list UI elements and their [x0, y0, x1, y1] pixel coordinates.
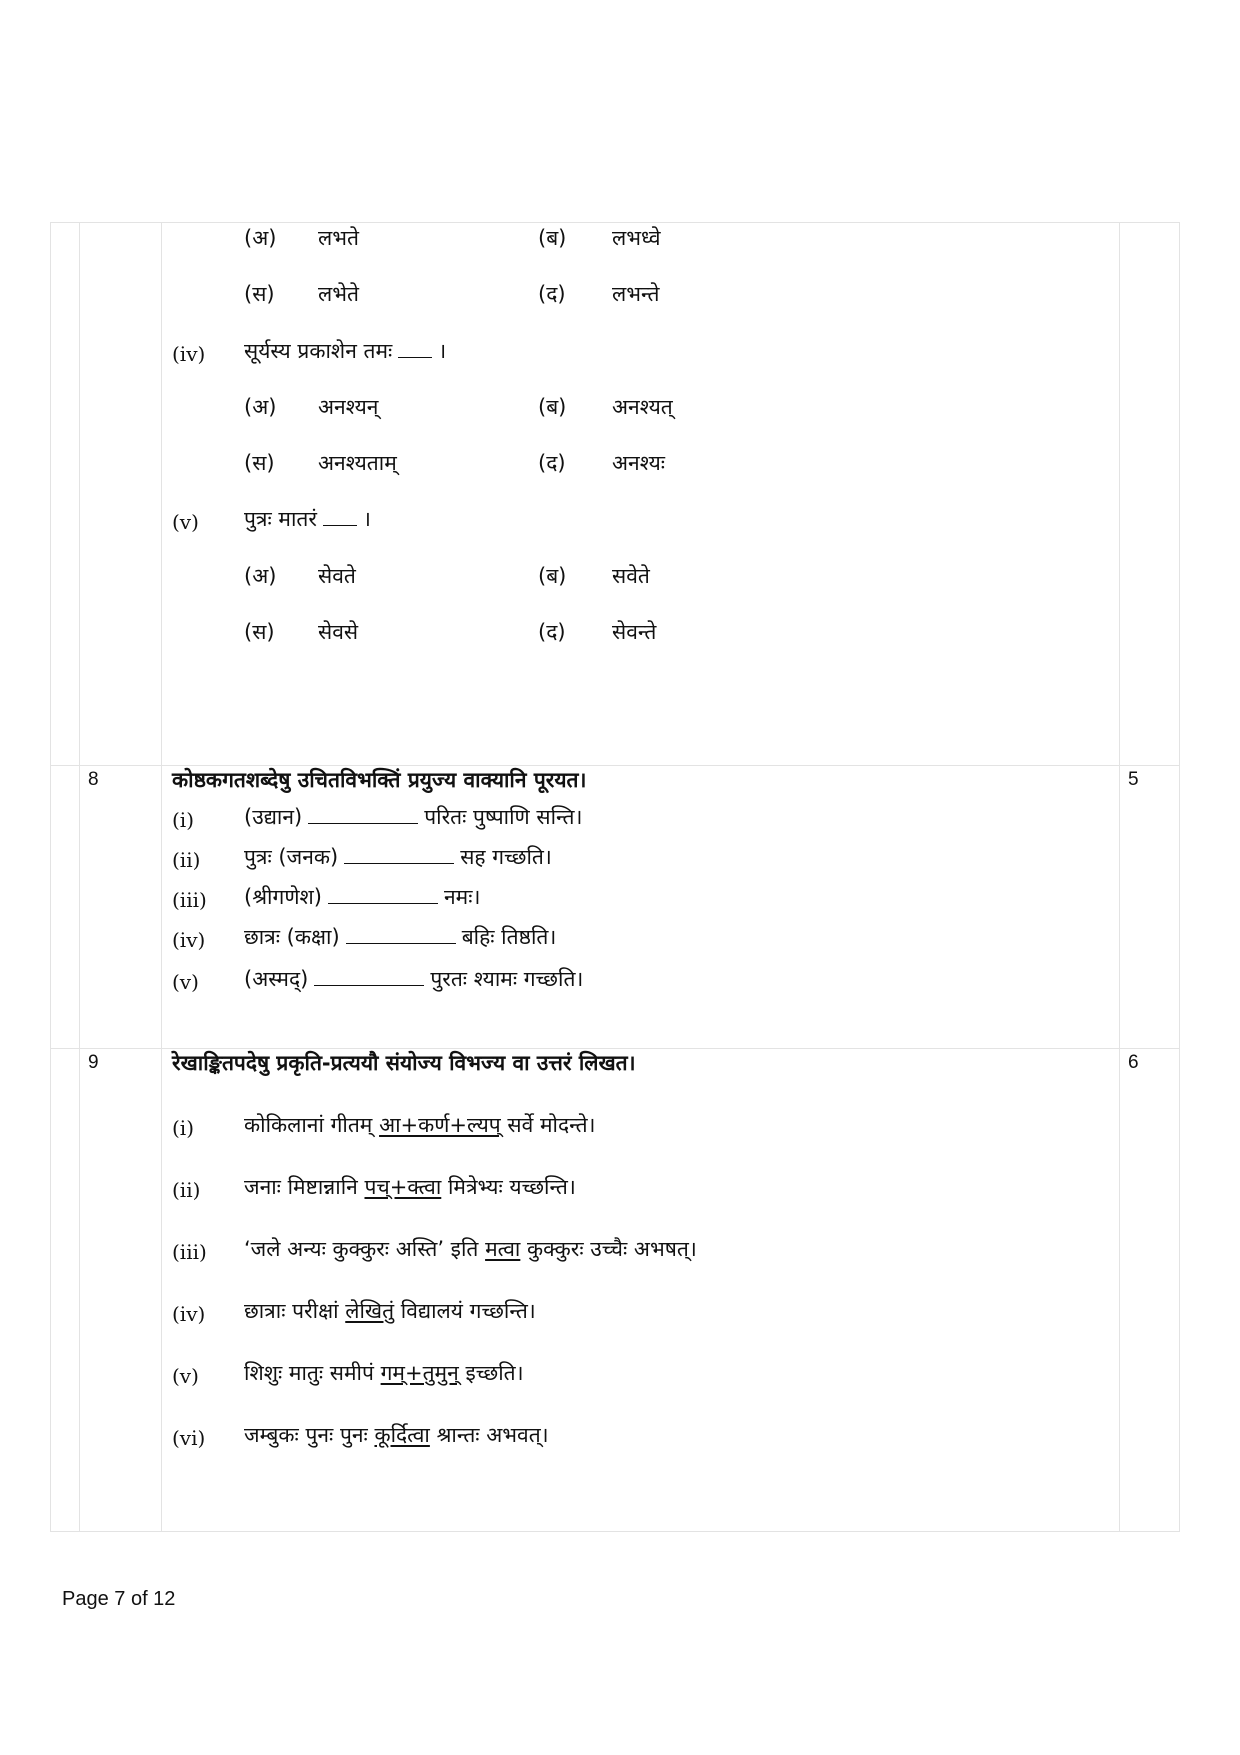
- underlined-word: कूर्दित्वा: [374, 1423, 430, 1447]
- option-a-text: लभते: [318, 226, 359, 250]
- item-label: (ii): [172, 848, 201, 872]
- item-label: (iii): [172, 888, 207, 912]
- option-d-label: (द): [538, 451, 566, 475]
- option-d-text: सेवन्ते: [612, 620, 657, 644]
- question-number: 9: [88, 1052, 99, 1073]
- column-divider: [1119, 223, 1120, 1531]
- option-a-label: (अ): [244, 395, 277, 419]
- item-sentence: छात्राः परीक्षां लेखितुं विद्यालयं गच्छन्ति।: [244, 1299, 536, 1323]
- option-d-label: (द): [538, 620, 566, 644]
- underlined-word: मत्वा: [485, 1237, 521, 1261]
- column-divider: [79, 223, 80, 1531]
- option-c-text: लभेते: [318, 282, 359, 306]
- item-label: (iv): [172, 342, 206, 366]
- option-c-label: (स): [244, 282, 275, 306]
- answer-blank: [314, 967, 424, 986]
- item-label: (iv): [172, 928, 206, 952]
- option-a-text: अनश्यन्: [318, 395, 379, 419]
- option-b-text: सवेते: [612, 564, 650, 588]
- item-sentence: (अस्मद्) पुरतः श्यामः गच्छति।: [244, 967, 584, 991]
- option-c-label: (स): [244, 620, 275, 644]
- option-b-text: अनश्यत्: [612, 395, 673, 419]
- underlined-word: आ+कर्ण+ल्यप्: [379, 1113, 501, 1137]
- question-instruction: रेखाङ्कितपदेषु प्रकृति-प्रत्ययौ संयोज्य विभज्य वा उत्तरं लिखत।: [172, 1051, 636, 1075]
- item-sentence: शिशुः मातुः समीपं गम्+तुमुन् इच्छति।: [244, 1361, 524, 1385]
- underlined-word: पच्+क्त्वा: [364, 1175, 442, 1199]
- answer-blank: [323, 507, 357, 526]
- item-label: (i): [172, 808, 195, 832]
- option-d-text: अनश्यः: [612, 451, 666, 475]
- item-label: (ii): [172, 1178, 201, 1202]
- option-b-label: (ब): [538, 395, 567, 419]
- option-a-text: सेवते: [318, 564, 356, 588]
- option-d-text: लभन्ते: [612, 282, 660, 306]
- item-sentence: जम्बुकः पुनः पुनः कूर्दित्वा श्रान्तः अभवत्।: [244, 1423, 549, 1447]
- item-label: (v): [172, 1364, 199, 1388]
- item-sentence: (उद्यान) परितः पुष्पाणि सन्ति।: [244, 805, 583, 829]
- option-b-label: (ब): [538, 564, 567, 588]
- item-sentence: कोकिलानां गीतम् आ+कर्ण+ल्यप् सर्वे मोदन्ते।: [244, 1113, 596, 1137]
- item-sentence: (श्रीगणेश) नमः।: [244, 885, 481, 909]
- answer-blank: [346, 925, 456, 944]
- item-label: (vi): [172, 1426, 206, 1450]
- answer-blank: [328, 885, 438, 904]
- column-divider: [161, 223, 162, 1531]
- option-a-label: (अ): [244, 564, 277, 588]
- item-label: (iii): [172, 1240, 207, 1264]
- question-instruction: कोष्ठकगतशब्देषु उचितविभक्तिं प्रयुज्य वाक्यानि पूरयत।: [172, 768, 587, 792]
- option-c-text: अनश्यताम्: [318, 451, 397, 475]
- question-marks: 5: [1128, 769, 1139, 790]
- option-c-text: सेवसे: [318, 620, 359, 644]
- item-label: (v): [172, 970, 199, 994]
- answer-blank: [344, 845, 454, 864]
- item-sentence: जनाः मिष्टान्नानि पच्+क्त्वा मित्रेभ्यः यच्छन्ति।: [244, 1175, 576, 1199]
- option-b-label: (ब): [538, 226, 567, 250]
- underlined-word: गम्+तुमुन्: [380, 1361, 459, 1385]
- option-a-label: (अ): [244, 226, 277, 250]
- option-c-label: (स): [244, 451, 275, 475]
- underlined-word: लेखितुं: [345, 1299, 395, 1323]
- item-sentence: पुत्रः (जनक) सह गच्छति।: [244, 845, 552, 869]
- answer-blank: [308, 805, 418, 824]
- question-number: 8: [88, 769, 99, 790]
- item-sentence: छात्रः (कक्षा) बहिः तिष्ठति।: [244, 925, 557, 949]
- item-sentence: ‘जले अन्यः कुक्कुरः अस्ति’ इति मत्वा कुक्कुरः उच्चैः अभषत्।: [244, 1237, 697, 1261]
- item-sentence: सूर्यस्य प्रकाशेन तमः ।: [244, 339, 447, 363]
- item-label: (v): [172, 510, 199, 534]
- option-b-text: लभध्वे: [612, 226, 661, 250]
- answer-blank: [398, 339, 432, 358]
- item-label: (iv): [172, 1302, 206, 1326]
- item-label: (i): [172, 1116, 195, 1140]
- question-marks: 6: [1128, 1052, 1139, 1073]
- option-d-label: (द): [538, 282, 566, 306]
- item-sentence: पुत्रः मातरं ।: [244, 507, 371, 531]
- page-number: Page 7 of 12: [62, 1588, 176, 1610]
